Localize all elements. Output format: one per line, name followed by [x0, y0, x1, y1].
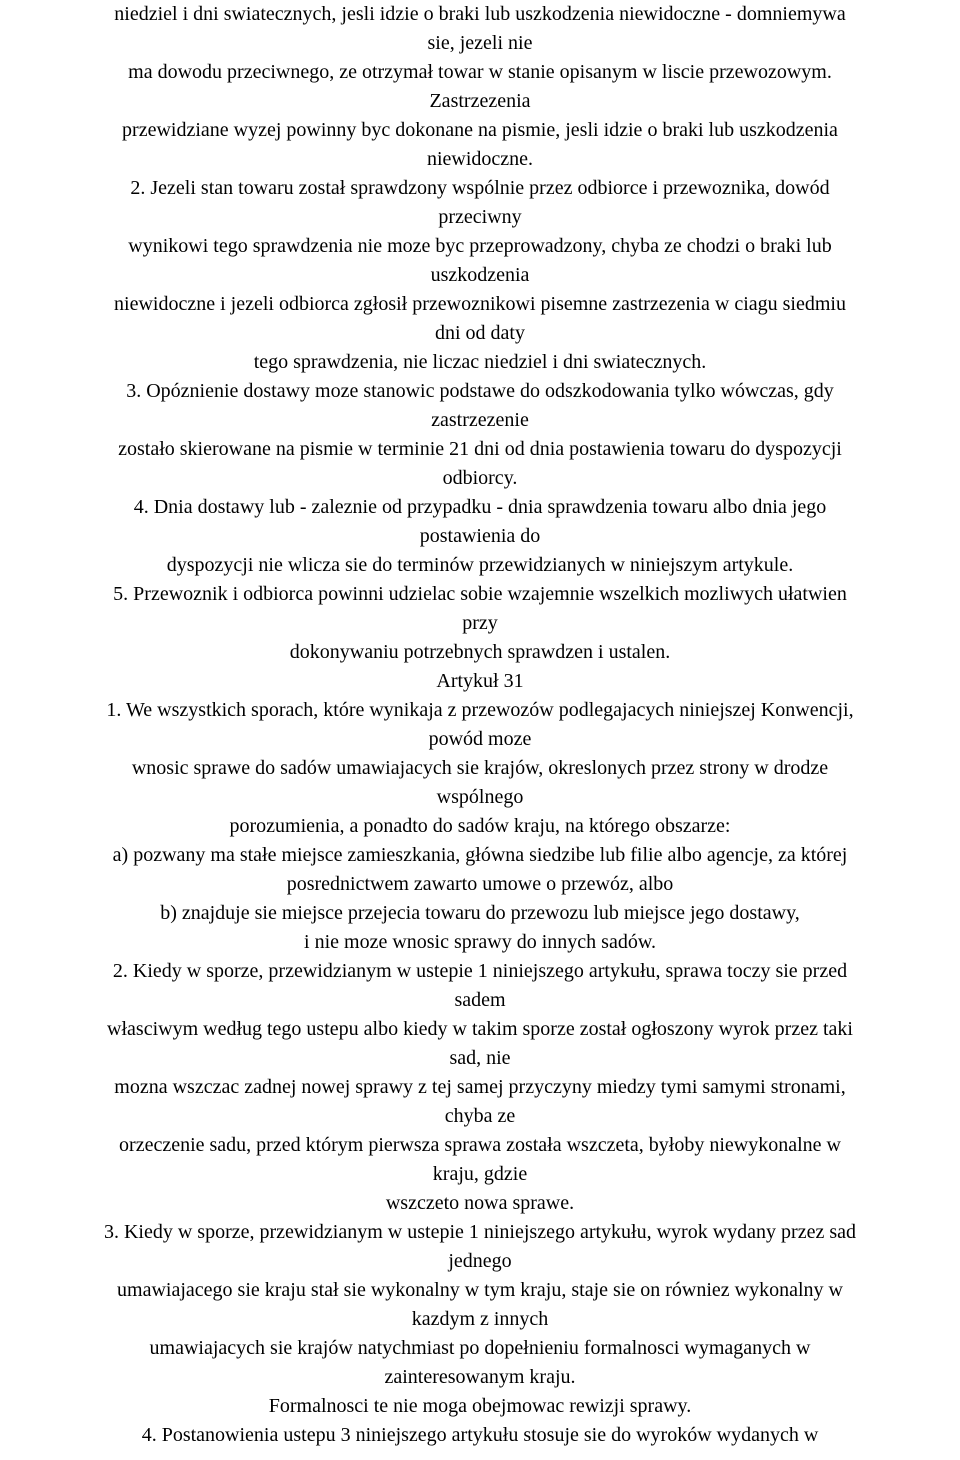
text-line: 3. Opóznienie dostawy moze stanowic podstawe do odszkodowania tylko wówczas, gdy	[126, 380, 834, 402]
text-line: ma dowodu przeciwnego, ze otrzymał towar w stanie opisanym w liscie przewozowym.	[128, 61, 832, 83]
text-line: Artykuł 31	[436, 670, 524, 692]
text-line: przewidziane wyzej powinny byc dokonane na pismie, jesli idzie o braki lub uszkodzenia	[122, 119, 838, 141]
text-line: dokonywaniu potrzebnych sprawdzen i ustalen.	[289, 641, 671, 663]
text-line: i nie moze wnosic sprawy do innych sadów.	[304, 931, 656, 953]
text-line: 4. Postanowienia ustepu 3 niniejszego artykułu stosuje sie do wyroków wydanych w	[141, 1424, 819, 1446]
text-line: 2. Kiedy w sporze, przewidzianym w ustepie 1 niniejszego artykułu, sprawa toczy sie przed	[112, 960, 848, 982]
text-line: odbiorcy.	[442, 467, 518, 489]
text-line: wnosic sprawe do sadów umawiajacych sie krajów, okreslonych przez strony w drodze	[131, 757, 829, 779]
text-line: chyba ze	[444, 1105, 516, 1127]
text-line: dni od daty	[435, 322, 525, 344]
text-line: uszkodzenia	[430, 264, 530, 286]
text-line: umawiajacego sie kraju stał sie wykonalny w tym kraju, staje sie on równiez wykonalny w	[117, 1279, 843, 1301]
text-line: kazdym z innych	[411, 1308, 549, 1330]
text-line: 1. We wszystkich sporach, które wynikaja z przewozów podlegajacych niniejszej Konwencji,	[106, 699, 854, 721]
text-line: porozumienia, a ponadto do sadów kraju, na którego obszarze:	[229, 815, 731, 837]
text-line: zostało skierowane na pismie w terminie 21 dni od dnia postawienia towaru do dyspozycji	[118, 438, 842, 460]
text-line: kraju, gdzie	[432, 1163, 528, 1185]
text-line: wszczeto nowa sprawe.	[385, 1192, 575, 1214]
text-line: zainteresowanym kraju.	[384, 1366, 576, 1388]
text-line: posrednictwem zawarto umowe o przewóz, albo	[286, 873, 674, 895]
text-line: sie, jezeli nie	[427, 32, 533, 54]
text-line: Formalnosci te nie moga obejmowac rewizji sprawy.	[268, 1395, 692, 1417]
text-line: 5. Przewoznik i odbiorca powinni udzielac sobie wzajemnie wszelkich mozliwych ułatwien	[113, 583, 847, 605]
text-line: mozna wszczac zadnej nowej sprawy z tej samej przyczyny miedzy tymi samymi stronami,	[114, 1076, 846, 1098]
text-line: zastrzezenie	[431, 409, 529, 431]
text-line: wynikowi tego sprawdzenia nie moze byc przeprowadzony, chyba ze chodzi o braki lub	[128, 235, 832, 257]
text-line: b) znajduje sie miejsce przejecia towaru do przewozu lub miejsce jego dostawy,	[160, 902, 800, 924]
text-line: sad, nie	[449, 1047, 511, 1069]
text-line: a) pozwany ma stałe miejsce zamieszkania, główna siedzibe lub filie albo agencje, za której	[112, 844, 848, 866]
text-line: 3. Kiedy w sporze, przewidzianym w ustepie 1 niniejszego artykułu, wyrok wydany przez sad	[103, 1221, 856, 1243]
text-line: powód moze	[428, 728, 532, 750]
text-line: własciwym według tego ustepu albo kiedy w takim sporze został ogłoszony wyrok przez taki	[107, 1018, 853, 1040]
text-line: niewidoczne.	[426, 148, 534, 170]
text-line: Zastrzezenia	[429, 90, 531, 112]
text-line: przy	[462, 612, 498, 634]
text-line: przeciwny	[438, 206, 522, 228]
text-line: umawiajacych sie krajów natychmiast po dopełnieniu formalnosci wymaganych w	[149, 1337, 811, 1359]
text-line: niewidoczne i jezeli odbiorca zgłosił przewoznikowi pisemne zastrzezenia w ciagu siedmiu	[114, 293, 846, 315]
text-line: dyspozycji nie wlicza sie do terminów przewidzianych w niniejszym artykule.	[166, 554, 794, 576]
text-line: postawienia do	[419, 525, 541, 547]
text-line: wspólnego	[436, 786, 524, 808]
text-line: jednego	[448, 1250, 512, 1272]
text-line: sadem	[454, 989, 506, 1011]
text-line: 2. Jezeli stan towaru został sprawdzony wspólnie przez odbiorce i przewoznika, dowód	[130, 177, 830, 199]
text-line: 4. Dnia dostawy lub - zaleznie od przypadku - dnia sprawdzenia towaru albo dnia jego	[133, 496, 827, 518]
text-line: tego sprawdzenia, nie liczac niedziel i dni swiatecznych.	[253, 351, 707, 373]
text-line: niedziel i dni swiatecznych, jesli idzie o braki lub uszkodzenia niewidoczne - domniemywa	[114, 3, 846, 25]
text-line: orzeczenie sadu, przed którym pierwsza sprawa została wszczeta, byłoby niewykonalne w	[119, 1134, 841, 1156]
